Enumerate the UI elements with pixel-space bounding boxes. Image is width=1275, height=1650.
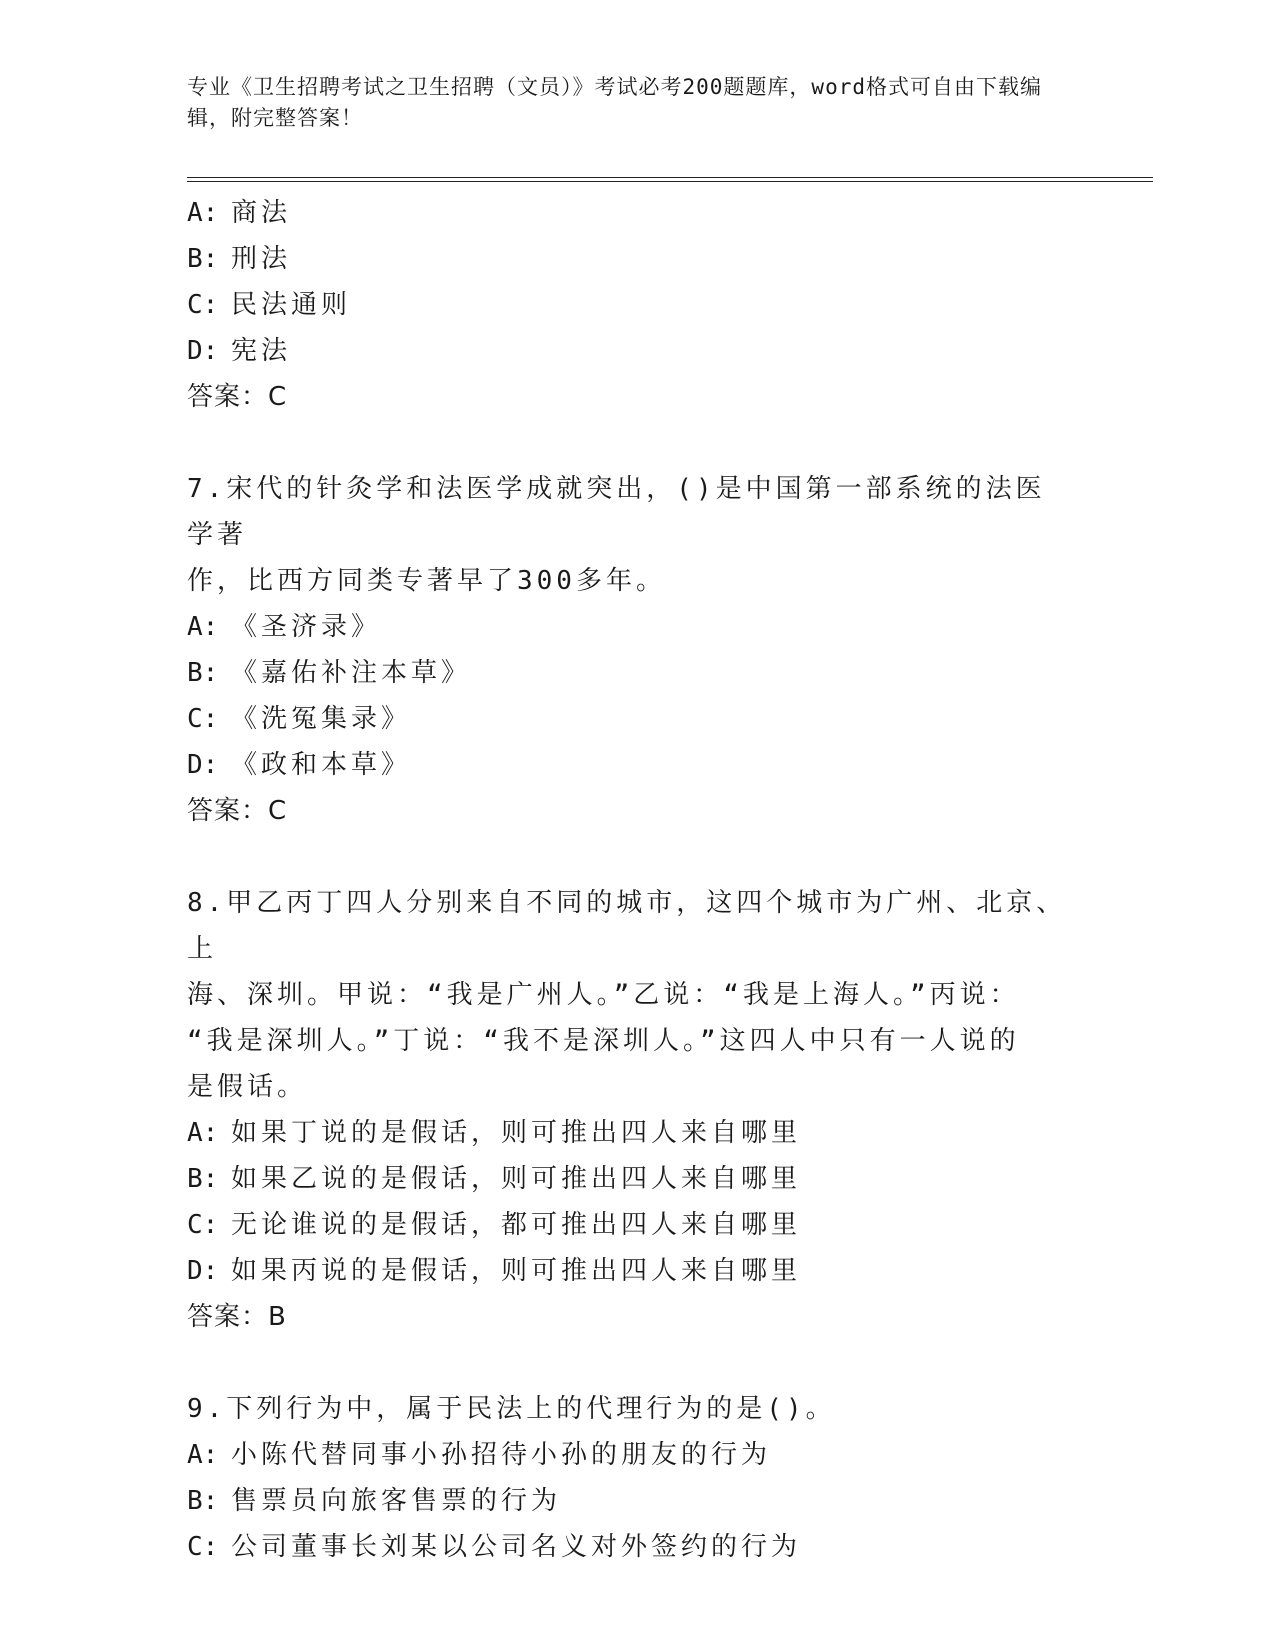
option-c: C: 《洗冤集录》 bbox=[187, 704, 412, 734]
answer: 答案：B bbox=[187, 1302, 287, 1332]
question-list bbox=[187, 190, 1067, 1570]
option-d: D: 《政和本草》 bbox=[187, 750, 412, 780]
question-stem: 7.宋代的针灸学和法医学成就突出，()是中国第一部系统的法医学著 bbox=[187, 474, 1046, 550]
question-9 bbox=[187, 1386, 1067, 1570]
question-stem: 8.甲乙丙丁四人分别来自不同的城市，这四个城市为广州、北京、上 bbox=[187, 888, 1067, 964]
header-divider-top bbox=[187, 177, 1153, 178]
option-b: B: 刑法 bbox=[187, 244, 292, 274]
option-c: C: 公司董事长刘某以公司名义对外签约的行为 bbox=[187, 1532, 802, 1562]
header-text: 专业《卫生招聘考试之卫生招聘（文员）》考试必考200题题库，word格式可自由下载编辑，附完整答案！ bbox=[187, 75, 1042, 130]
option-a: A: 如果丁说的是假话，则可推出四人来自哪里 bbox=[187, 1118, 802, 1148]
answer: 答案：C bbox=[187, 382, 288, 412]
question-6 bbox=[187, 190, 1067, 420]
question-stem: 是假话。 bbox=[187, 1072, 308, 1102]
option-b: B: 《嘉佑补注本草》 bbox=[187, 658, 472, 688]
header-divider-bottom bbox=[187, 181, 1153, 182]
question-stem: “我是深圳人。”丁说：“我不是深圳人。”这四人中只有一人说的 bbox=[187, 1026, 1020, 1056]
option-a: A: 商法 bbox=[187, 198, 292, 228]
question-stem: 海、深圳。甲说：“我是广州人。”乙说：“我是上海人。”丙说： bbox=[187, 980, 1020, 1010]
answer: 答案：C bbox=[187, 796, 288, 826]
option-d: D: 如果丙说的是假话，则可推出四人来自哪里 bbox=[187, 1256, 802, 1286]
option-b: B: 售票员向旅客售票的行为 bbox=[187, 1486, 562, 1516]
option-c: C: 无论谁说的是假话，都可推出四人来自哪里 bbox=[187, 1210, 802, 1240]
question-7 bbox=[187, 466, 1067, 834]
option-c: C: 民法通则 bbox=[187, 290, 352, 320]
document-header bbox=[187, 72, 1067, 134]
question-8 bbox=[187, 880, 1067, 1340]
question-stem: 作，比西方同类专著早了300多年。 bbox=[187, 566, 666, 596]
option-a: A: 《圣济录》 bbox=[187, 612, 382, 642]
option-b: B: 如果乙说的是假话，则可推出四人来自哪里 bbox=[187, 1164, 802, 1194]
option-d: D: 宪法 bbox=[187, 336, 292, 366]
option-a: A: 小陈代替同事小孙招待小孙的朋友的行为 bbox=[187, 1440, 772, 1470]
question-stem: 9.下列行为中，属于民法上的代理行为的是()。 bbox=[187, 1394, 836, 1424]
